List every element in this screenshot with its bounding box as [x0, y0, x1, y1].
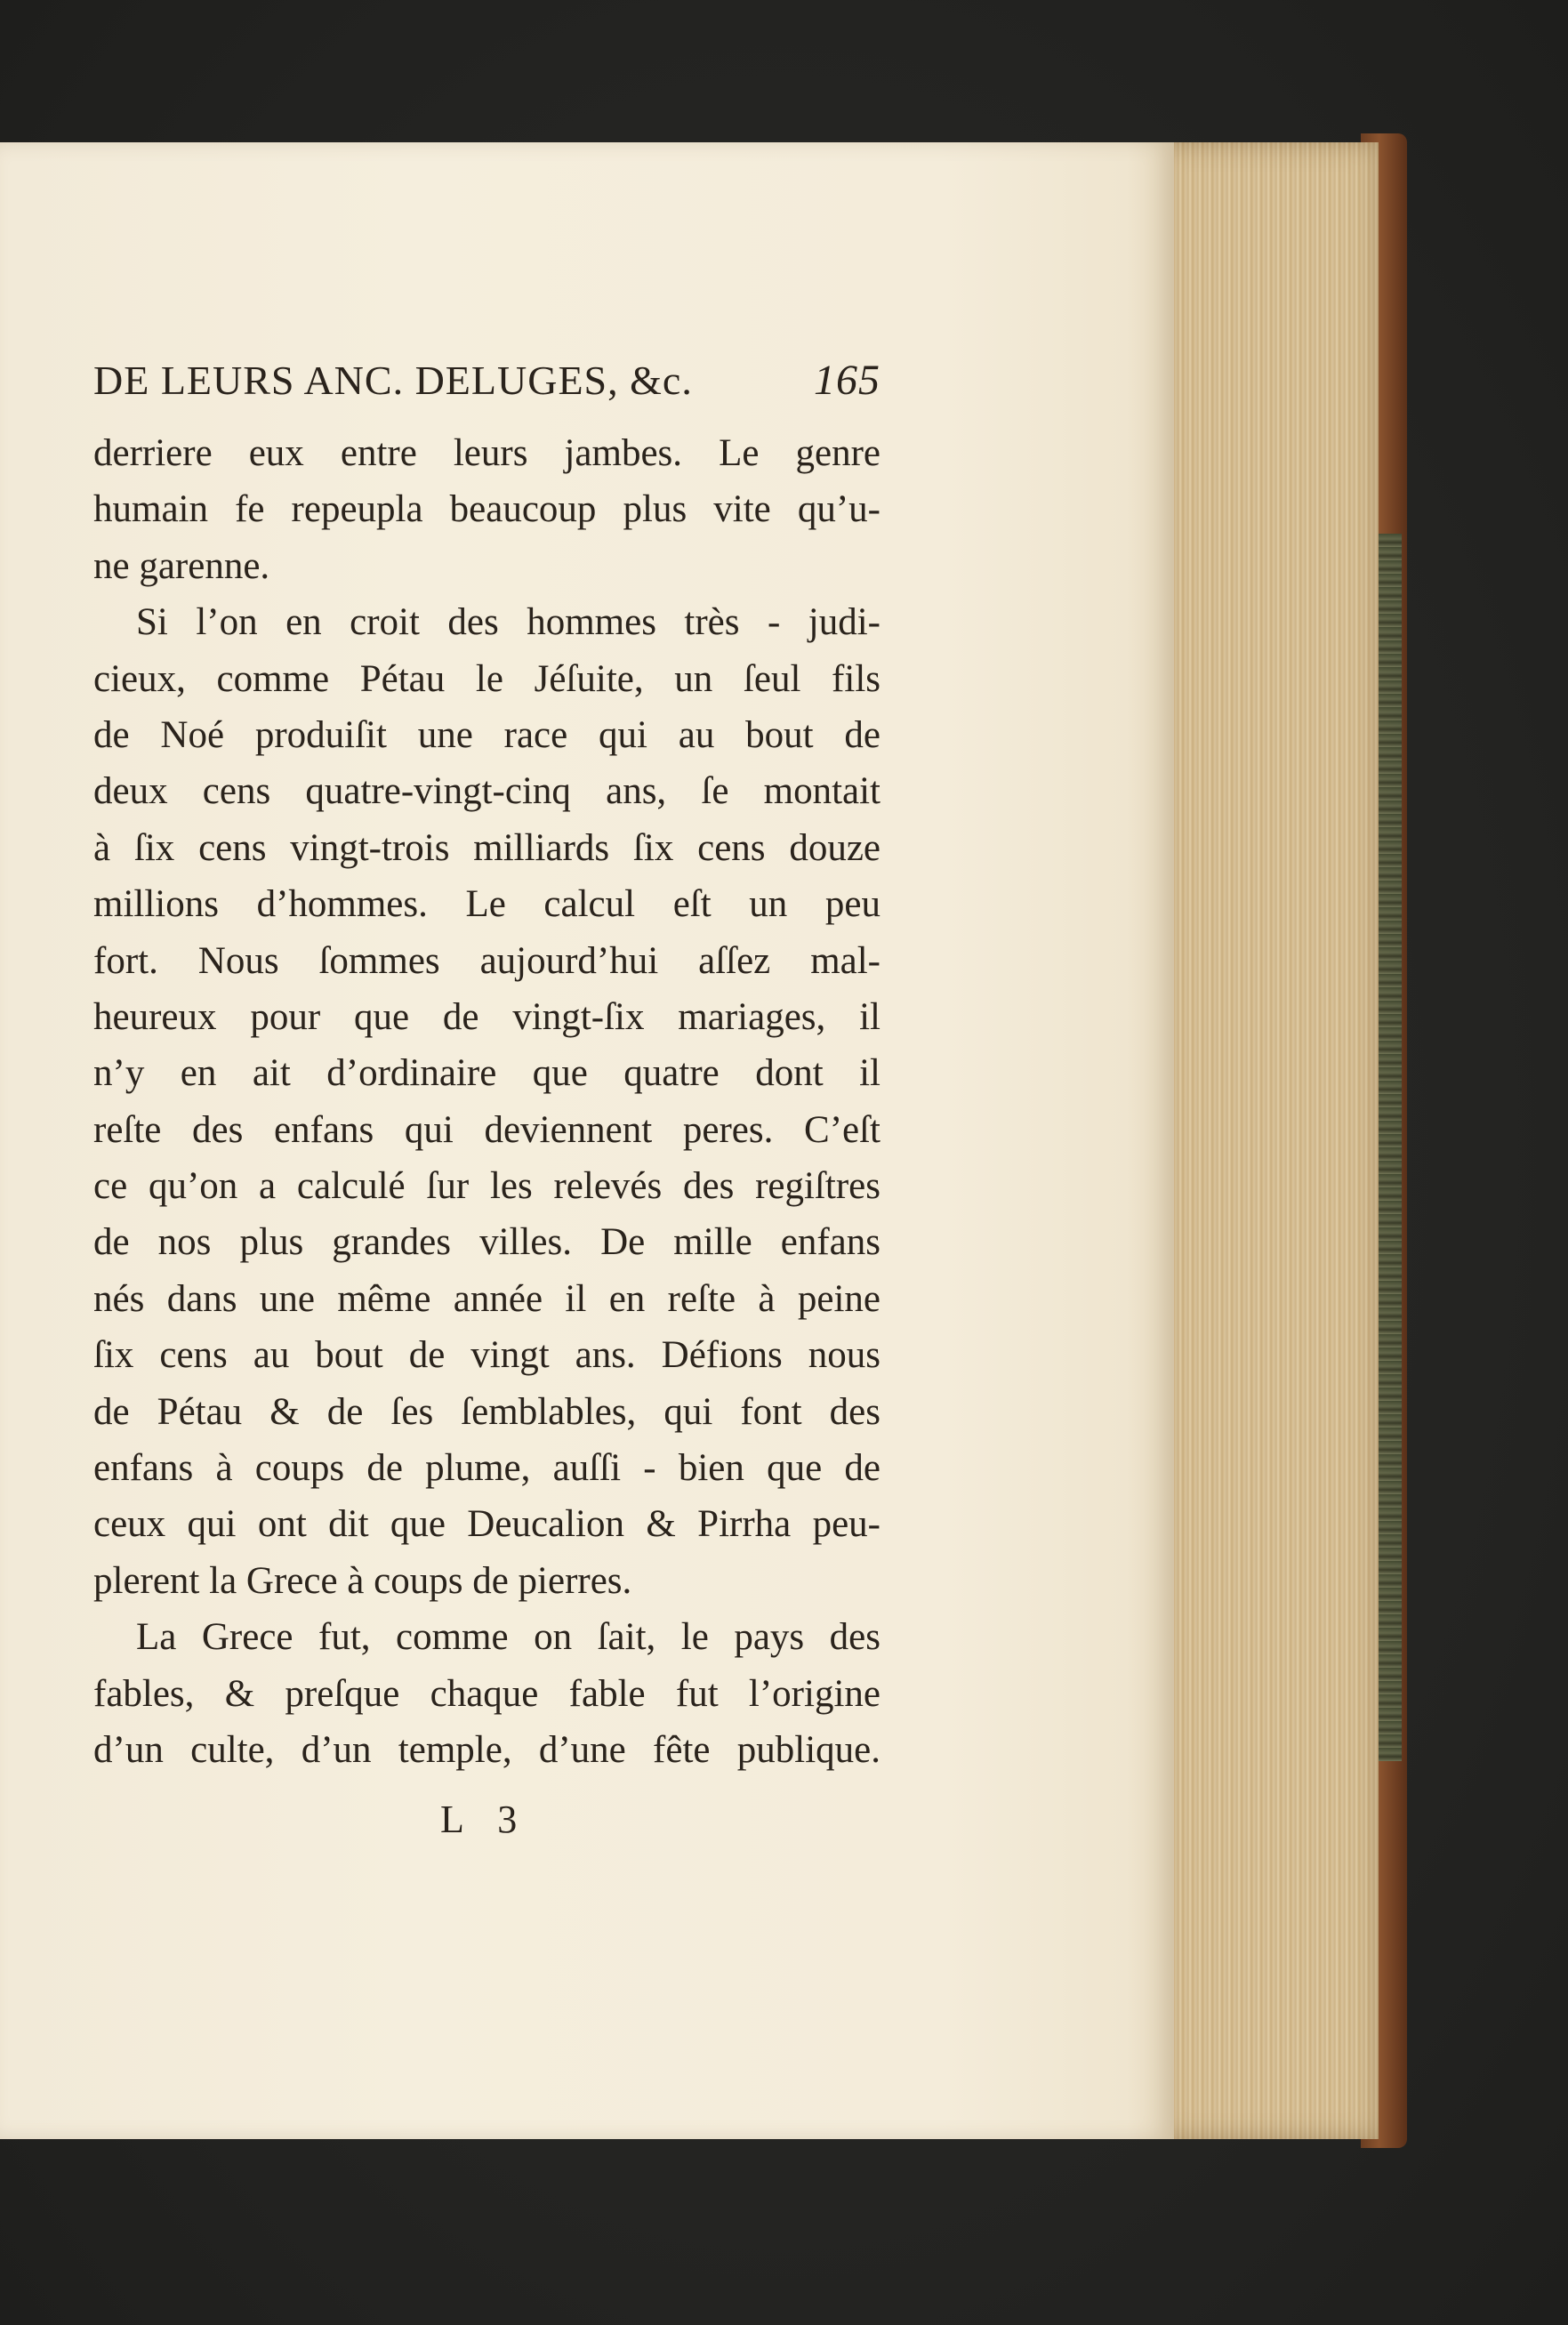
- text-line: ce qu’on a calculé ſur les relevés des regiſtres: [93, 1165, 880, 1208]
- text-line: ſix cens au bout de vingt ans. Défions nous: [93, 1334, 880, 1377]
- text-line: fables, & preſque chaque fable fut l’origine: [93, 1672, 880, 1715]
- text-line: cieux, comme Pétau le Jéſuite, un ſeul fils: [93, 657, 880, 700]
- running-title: DE LEURS ANC. DELUGES, &c.: [93, 358, 693, 403]
- text-line: deux cens quatre-vingt-cinq ans, ſe montait: [93, 770, 880, 813]
- text-line: d’un culte, d’un temple, d’une fête publique.: [93, 1728, 880, 1771]
- text-line: ne garenne.: [93, 544, 270, 587]
- text-line: reſte des enfans qui deviennent peres. C’eſt: [93, 1108, 880, 1151]
- text-line: derriere eux entre leurs jambes. Le genre: [93, 432, 880, 474]
- text-line: à ſix cens vingt-trois milliards ſix cens douze: [93, 826, 880, 869]
- text-line: de Pétau & de ſes ſemblables, qui font des: [93, 1390, 880, 1433]
- text-line: millions d’hommes. Le calcul eſt un peu: [93, 883, 880, 926]
- text-line: fort. Nous ſommes aujourd’hui aſſez mal-: [93, 939, 880, 982]
- text-line: enfans à coups de plume, auſſi - bien que de: [93, 1447, 880, 1490]
- text-line: plerent la Grece à coups de pierres.: [93, 1559, 632, 1602]
- page-text: [93, 356, 880, 1778]
- text-line: Si l’on en croit des hommes très - judi-: [136, 601, 880, 644]
- text-line: n’y en ait d’ordinaire que quatre dont il: [93, 1052, 880, 1095]
- text-line: humain fe repeupla beaucoup plus vite qu’u-: [93, 488, 880, 531]
- text-line: de nos plus grandes villes. De mille enfans: [93, 1221, 880, 1264]
- signature-mark: L 3: [440, 1798, 530, 1841]
- page-edges: [1156, 142, 1379, 2139]
- text-line: heureux pour que de vingt-ſix mariages, il: [93, 995, 880, 1038]
- text-line: ceux qui ont dit que Deucalion & Pirrha peu-: [93, 1503, 880, 1546]
- text-line: de Noé produiſit une race qui au bout de: [93, 713, 880, 756]
- text-line: La Grece fut, comme on ſait, le pays des: [136, 1616, 880, 1659]
- text-line: nés dans une même année il en reſte à peine: [93, 1277, 880, 1320]
- running-head: [93, 356, 880, 418]
- page-number: 165: [814, 357, 880, 404]
